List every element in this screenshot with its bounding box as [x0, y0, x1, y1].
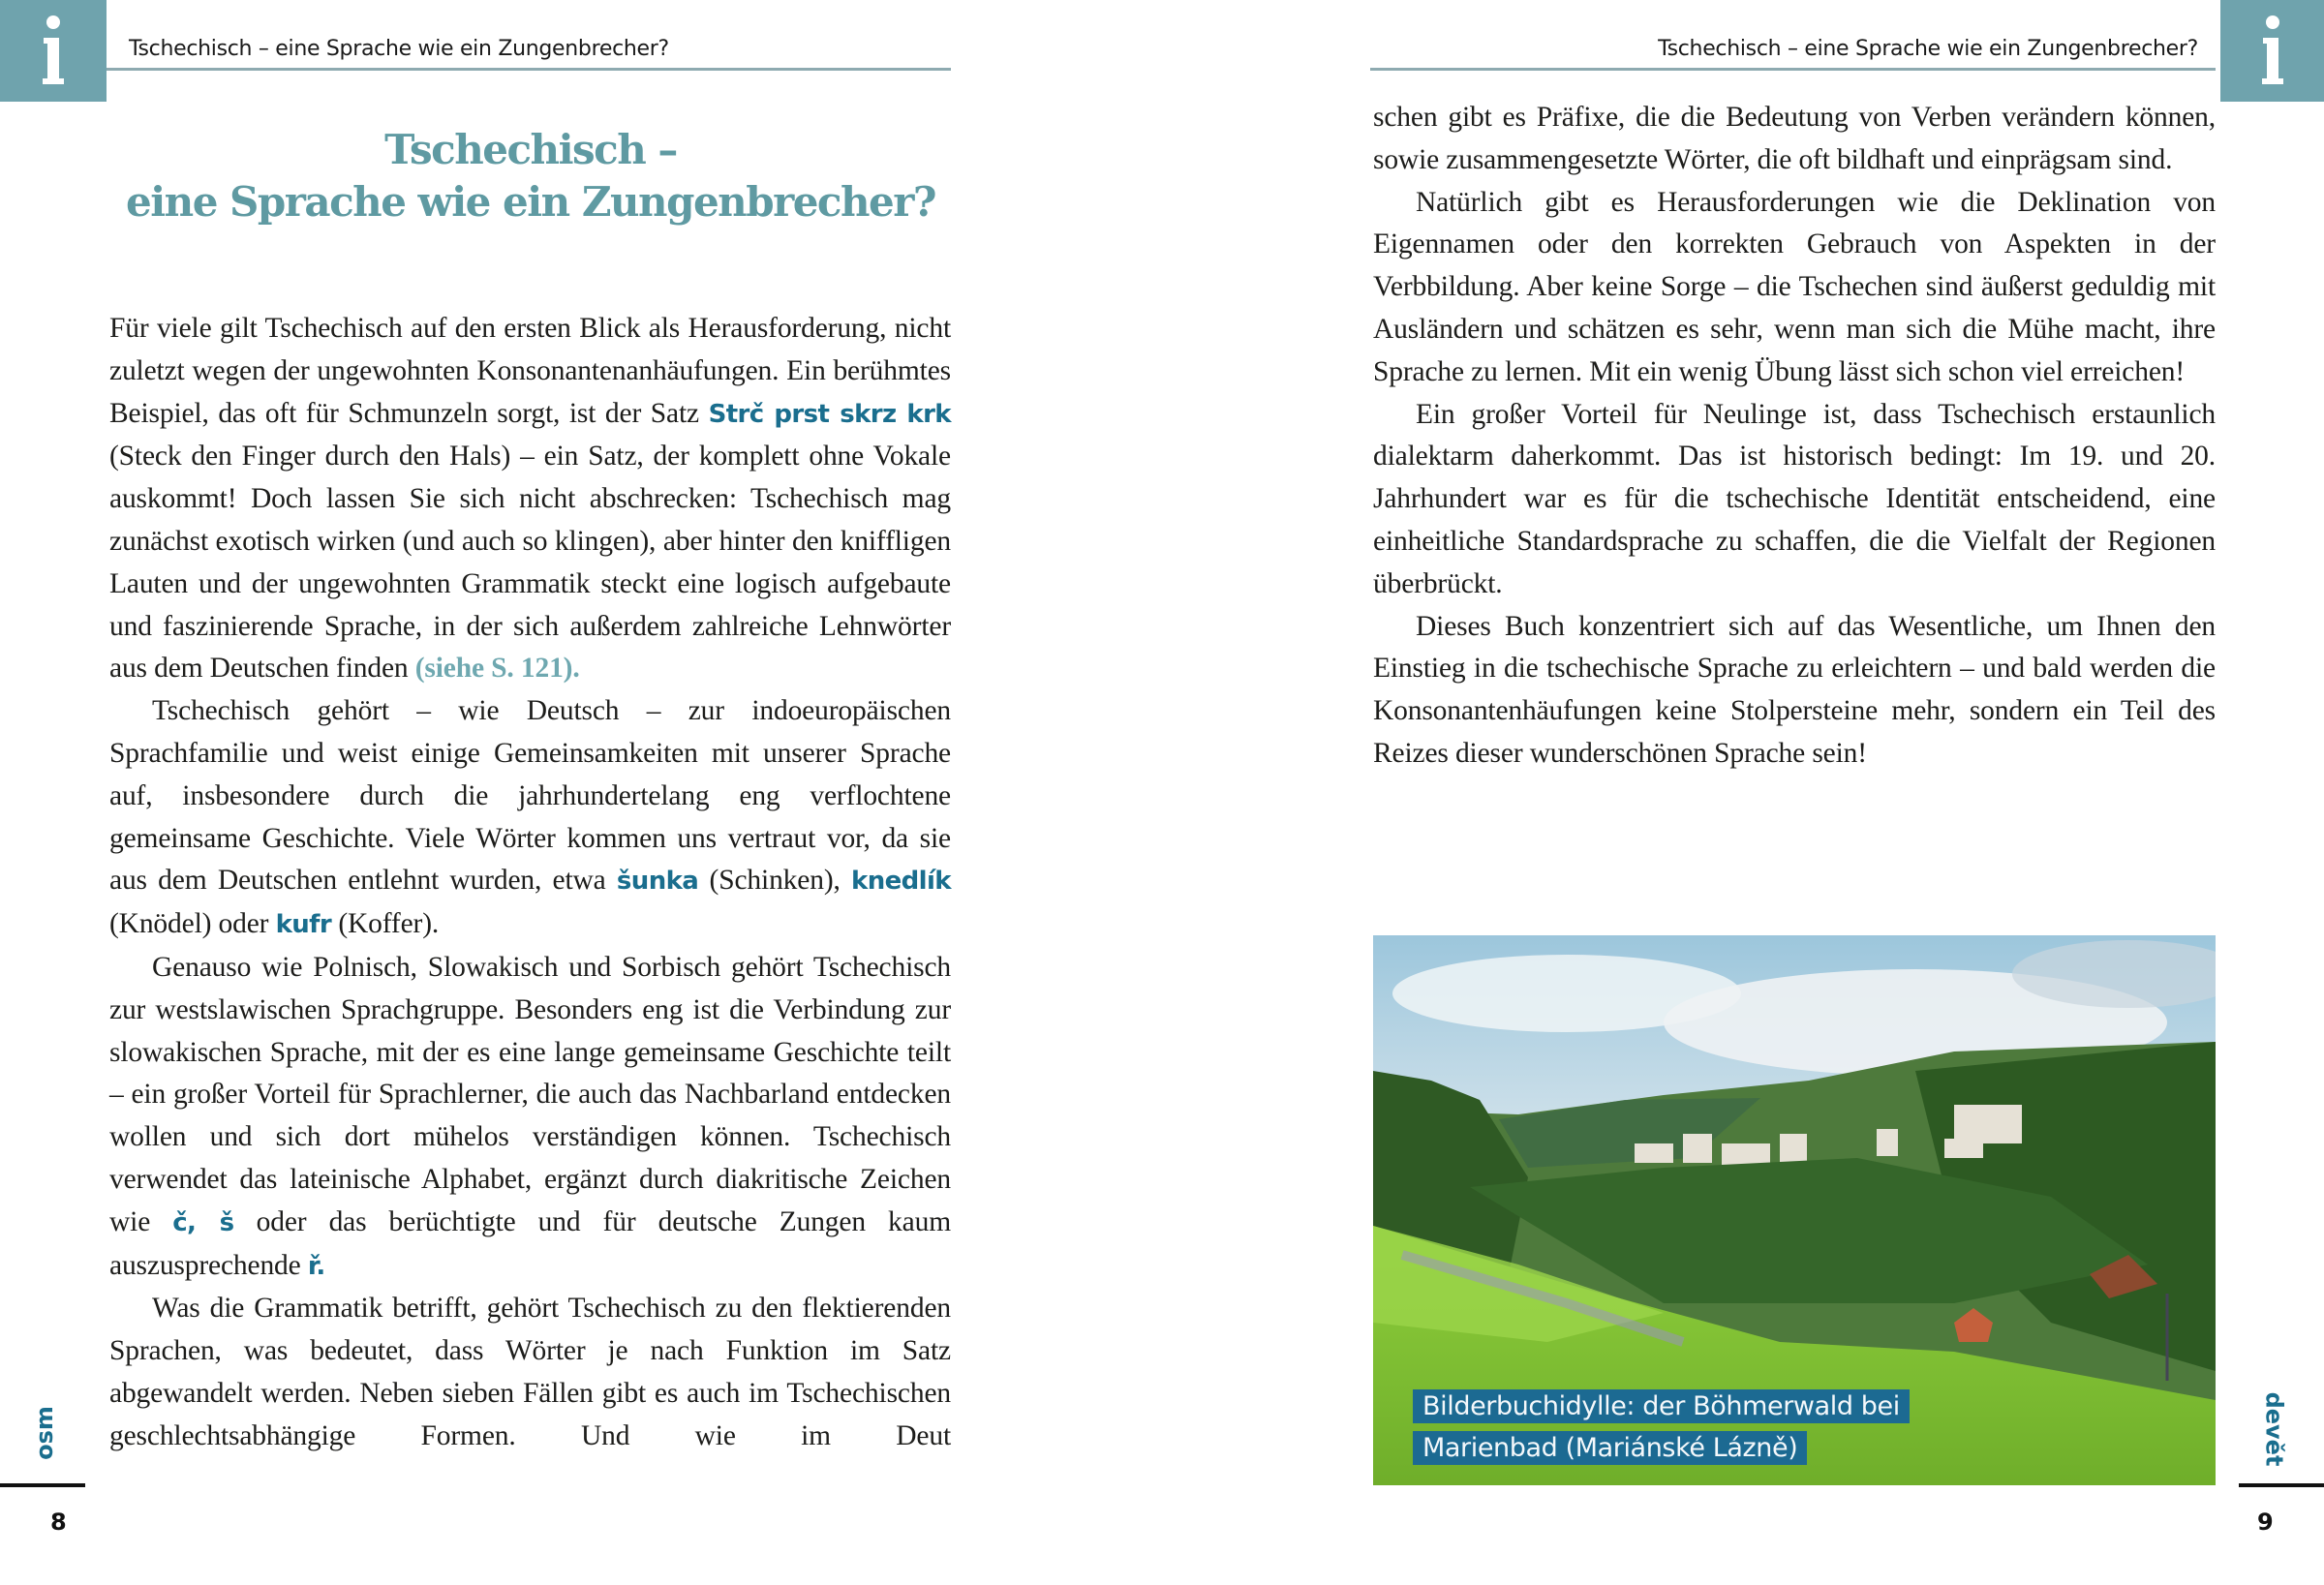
czech-keyword: knedlík [851, 867, 951, 897]
czech-keyword: Strč prst skrz krk [708, 399, 951, 429]
page-title [109, 124, 952, 229]
czech-keyword: č, š [172, 1207, 234, 1237]
info-i-icon [34, 13, 73, 90]
paragraph: Für viele gilt Tschechisch auf den ersten Blick als Herausforderung, nicht zuletzt wegen der ungewohnten Konsonantenanhäufungen. Ein berühmtes Beispiel, das oft für Schmunzeln sorgt, ist der Satz Strč prst skrz krk (Steck den Finger durch den Hals) – ein Satz, der komplett ohne Vokale auskommt! Doch lassen Sie sich nicht abschrecken: Tschechisch mag zunächst exotisch wirken (und auch so klingen), aber hinter den kniffligen Lauten und der ungewohnten Grammatik steckt eine logisch aufgebaute und faszinierende Sprache, in der sich außerdem zahlreiche Lehnwörter aus dem Deutschen finden (siehe S. 121). [109, 313, 951, 685]
czech-keyword: šunka [616, 867, 699, 897]
page-word-devet: devět [2260, 1391, 2288, 1467]
left-body-text [109, 308, 951, 1458]
paragraph: Natürlich gibt es Herausforderungen wie die Deklination von Eigennamen oder den korrekten Gebrauch von Aspekten in der Verbbildung. Aber keine Sorge – die Tschechen sind äußerst geduldig mit Ausländern und schätzen es sehr, wenn man sich die Mühe macht, ihre Sprache zu lernen. Mit ein wenig Übung lässt sich schon viel erreichen! [1373, 186, 2216, 387]
page-number-left: 8 [50, 1509, 67, 1536]
paragraph: Ein großer Vorteil für Neulinge ist, dass Tschechisch erstaunlich dialektarm daherkommt. Das ist historisch bedingt: Im 19. und 20. Jahrhundert war es für die tschechische Identität entscheidend, eine einheitliche Standardsprache zu schaffen, die die Vielfalt der Regionen überbrückt. [1373, 398, 2216, 599]
page-reference-link[interactable]: (siehe S. 121). [414, 653, 580, 685]
title-line-2: eine Sprache wie ein Zungenbrecher? [126, 178, 935, 226]
running-head-left: Tschechisch – eine Sprache wie ein Zungenbrecher? [129, 37, 669, 61]
info-tab-left [0, 0, 107, 102]
header-rule-right [1370, 68, 2216, 71]
title-line-1: Tschechisch – [384, 126, 677, 173]
czech-keyword: ř. [307, 1251, 325, 1281]
photo-caption-line-1: Bilderbuchidylle: der Böhmerwald bei [1413, 1389, 1910, 1423]
info-i-icon [2253, 13, 2292, 90]
czech-keyword: kufr [275, 910, 332, 940]
header-rule-left [107, 68, 951, 71]
paragraph: Dieses Buch konzentriert sich auf das Wesentliche, um Ihnen den Einstieg in die tschechische Sprache zu erleichtern – und bald werden die Konsonantenhäufungen keine Stolpersteine mehr, sondern ein Teil des Reizes dieser wunderschönen Sprache sein! [1373, 610, 2216, 769]
right-body-text [1373, 97, 2216, 776]
paragraph: Tschechisch gehört – wie Deutsch – zur indoeuropäischen Sprachfamilie und weist einige Gemeinsamkeiten mit unserer Sprache auf, insbesondere durch die jahrhundertelang eng verflochtene gemeinsame Geschichte. Viele Wörter kommen uns vertraut vor, da sie aus dem Deutschen entlehnt wurden, etwa šunka (Schinken), knedlík (Knödel) oder kufr (Koffer). [109, 695, 951, 940]
info-tab-right [2220, 0, 2324, 102]
page-number-right: 9 [2257, 1509, 2274, 1536]
paragraph: Was die Grammatik betrifft, gehört Tschechisch zu den flektierenden Sprachen, was bedeutet, dass Wörter je nach Funktion im Satz abgewandelt werden. Neben sieben Fällen gibt es auch im Tschechischen geschlechtsabhängige Formen. Und wie im Deut [109, 1293, 951, 1451]
running-head-right: Tschechisch – eine Sprache wie ein Zungenbrecher? [1658, 37, 2198, 61]
footer-rule-right [2239, 1483, 2324, 1487]
paragraph: Genauso wie Polnisch, Slowakisch und Sorbisch gehört Tschechisch zur westslawischen Sprachgruppe. Besonders eng ist die Verbindung zur slowakischen Sprache, mit der es eine lange gemeinsame Geschichte teilt – ein großer Vorteil für Sprachlerner, die auch das Nachbarland entdecken wollen und sich dort mühelos verständigen können. Tschechisch verwendet das lateinische Alphabet, ergänzt durch diakritische Zeichen wie č, š oder das berüchtigte und für deutsche Zungen kaum auszusprechende ř. [109, 951, 951, 1281]
footer-rule-left [0, 1483, 85, 1487]
paragraph: schen gibt es Präfixe, die die Bedeutung von Verben verändern können, sowie zusammengesetzte Wörter, die oft bildhaft und einprägsam sind. [1373, 102, 2216, 175]
page-word-osm: osm [30, 1406, 58, 1460]
photo-caption-line-2: Marienbad (Mariánské Lázně) [1413, 1431, 1807, 1465]
